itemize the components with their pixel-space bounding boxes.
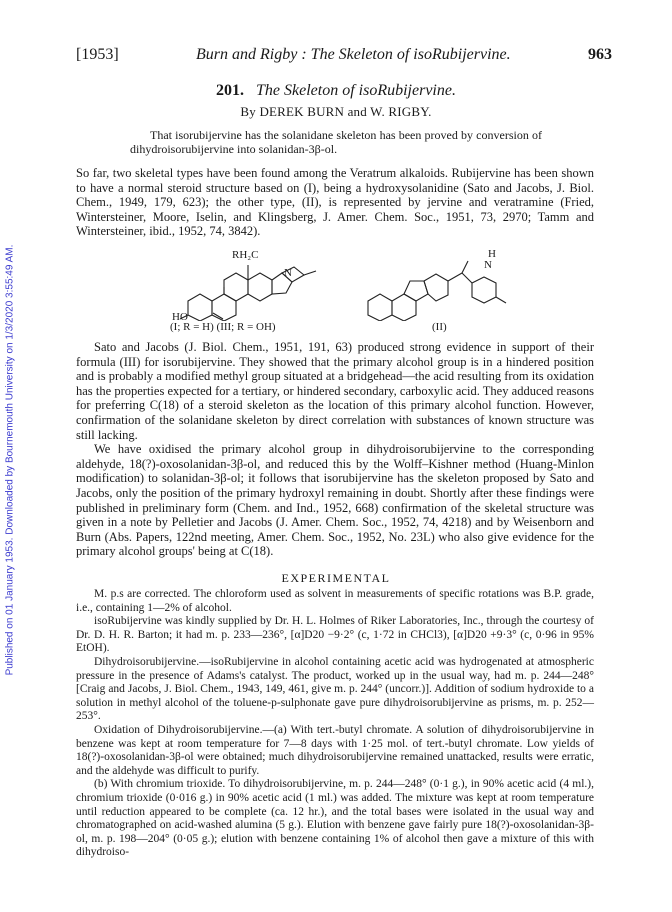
paragraph: Oxidation of Dihydroisorubijervine.—(a) With tert.-butyl chromate. A solution of dihydroisorubijervine in benzene was kept at room temperature for 7—8 days with 1·25 mol. of tert.-butyl chromate. Low yields of 18(?)-oxosolanidan-3β-ol were obtained; much dihydroisorubijervine remained unattacked, results were erratic, and the aldehyde was difficult to purify.	[76, 723, 594, 777]
header-running-title: Burn and Rigby : The Skeleton of isoRubijervine.	[196, 46, 511, 63]
article-byline: By DEREK BURN and W. RIGBY.	[240, 104, 432, 119]
running-header	[76, 46, 612, 66]
download-watermark-text: Published on 01 January 1953. Downloaded by Bournemouth University on 1/3/2020 3:55:49 AM.	[4, 244, 16, 676]
caption-right: (II)	[432, 321, 447, 333]
body-paragraph-block	[76, 340, 594, 559]
article-abstract: That isorubijervine has the solanidane skeleton has been proved by conversion of dihydroisorubijervine into solanidan-3β-ol.	[130, 128, 542, 156]
h-label-right: H	[488, 248, 496, 260]
experimental-block	[76, 588, 594, 860]
article-number: 201.	[216, 82, 245, 99]
paragraph: So far, two skeletal types have been found among the Veratrum alkaloids. Rubijervine has been shown to have a normal steroid structure based on (I), being a hydroxysolanidine (Sato and Jacobs, J. Biol. Chem., 1949, 179, 623); the other type, (II), is represented by jervine and veratramine (Fried, Wintersteiner, Moore, Iselin, and Klingsberg, J. Amer. Chem. Soc., 1951, 73, 2970; Tamm and Wintersteiner, ibid., 1952, 74, 3842).	[76, 166, 594, 239]
n-label-right: N	[484, 259, 492, 271]
section-heading: EXPERIMENTAL	[281, 571, 391, 585]
header-year: [1953]	[76, 46, 119, 63]
article-title	[0, 82, 672, 100]
paragraph: Dihydroisorubijervine.—isoRubijervine in alcohol containing acetic acid was hydrogenated at atmospheric pressure in the presence of Adams's catalyst. The product, worked up in the usual way, had m. p. 244—248° [Craig and Jacobs, J. Biol. Chem., 1943, 149, 461, give m. p. 244° (uncorr.)]. Addition of sodium hydroxide to a solution in methyl alcohol of the toluene-p-sulphonate gave pure dihydroisorubijervine as prisms, m. p. 252—253°.	[76, 655, 594, 723]
n-label-left: N	[284, 267, 292, 279]
download-watermark	[2, 150, 18, 770]
paragraph: (b) With chromium trioxide. To dihydroisorubijervine, m. p. 244—248° (0·1 g.), in 90% acetic acid (4 ml.), chromium trioxide (0·016 g.) in 90% acetic acid (1 ml.) was added. The mixture was kept at room temperature until reduction appeared to be complete (ca. 12 hr.), and the total bases were isolated in the usual way and chromatographed on acid-washed alumina (5 g.). Elution with benzene gave fairly pure 18(?)-oxosolanidan-3β-ol, m. p. 198—204° (0·05 g.); elution with benzene containing 1% of alcohol then gave a mixture of this with dihydroiso-	[76, 778, 594, 859]
paragraph: We have oxidised the primary alcohol group in dihydroisorubijervine to the corresponding aldehyde, 18(?)-oxosolanidan-3β-ol, and reduced this by the Wolff–Kishner method (Huang-Minlon modification) to solanidan-3β-ol; it follows that isorubijervine has the skeleton proposed by Sato and Jacobs, only the position of the primary hydroxyl remaining in doubt. Shortly after these findings were published in preliminary form (Chem. and Ind., 1952, 668) confirmation of the skeletal structure was given in a note by Pelletier and Jacobs (J. Amer. Chem. Soc., 1952, 74, 4218) and by Weisenborn and Burn (Abs. Papers, 122nd meeting, Amer. Chem. Soc., 1952, No. 23L) who also give evidence for the primary alcohol groups' being at C(18).	[76, 442, 594, 559]
paragraph: isoRubijervine was kindly supplied by Dr. H. L. Holmes of Riker Laboratories, Inc., through the courtesy of Dr. D. H. R. Barton; it had m. p. 233—236°, [α]D20 −9·2° (c, 1·72 in CHCl3), [α]D20 +9·3° (c, 0·96 in 95% EtOH).	[76, 615, 594, 655]
paragraph: Sato and Jacobs (J. Biol. Chem., 1951, 191, 63) produced strong evidence in support of their formula (III) for isorubijervine. They showed that the primary alcohol group is in a hindered position and is probably a modified methyl group situated at a bridgehead—the acid resulting from its oxidation has the properties expected for a tertiary, or hindered secondary, carboxylic acid. They adduced reasons for preferring C(18) of a steroid skeleton as the location of this primary alcohol function. However, confirmation of the solanidane skeleton by direct correlation with substances of known structure was still lacking.	[76, 340, 594, 442]
header-page-number: 963	[587, 46, 612, 63]
article-title-text: The Skeleton of isoRubijervine.	[256, 82, 456, 99]
caption-left: (I; R = H) (III; R = OH)	[170, 321, 276, 333]
rh2c-label: RH₂C	[232, 249, 259, 261]
structural-formulae	[170, 245, 500, 333]
intro-paragraph-block	[76, 166, 594, 239]
paragraph: M. p.s are corrected. The chloroform used as solvent in measurements of specific rotations was B.P. grade, i.e., containing 1—2% of alcohol.	[76, 588, 594, 614]
ho-label: HO	[172, 311, 188, 323]
